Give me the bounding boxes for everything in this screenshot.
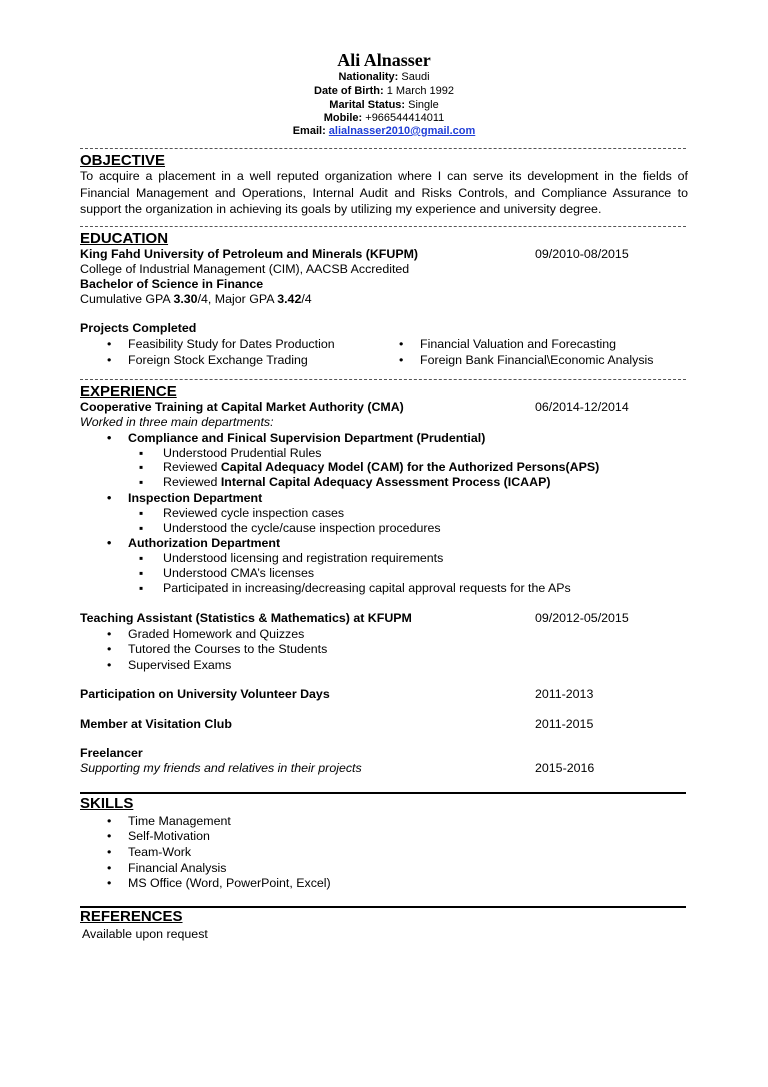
dept-subitem: ▪ Reviewed Capital Adequacy Model (CAM) for the Authorized Persons(APS) xyxy=(163,460,599,475)
college-name: College of Industrial Management (CIM), AACSB Accredited xyxy=(80,262,410,276)
divider xyxy=(80,792,686,794)
divider xyxy=(80,226,686,227)
dept-subitem: ▪ Reviewed cycle inspection cases xyxy=(163,506,344,521)
club-dates: 2011-2015 xyxy=(535,717,594,731)
freelancer-subtitle: Supporting my friends and relatives in their projects xyxy=(80,761,362,775)
divider xyxy=(80,379,686,380)
project-item: • Foreign Bank Financial\Economic Analysis xyxy=(420,353,653,368)
candidate-name: Ali Alnasser xyxy=(337,50,431,70)
university-name: King Fahd University of Petroleum and Minerals (KFUPM) xyxy=(80,247,419,261)
project-item: • Foreign Stock Exchange Trading xyxy=(128,353,308,368)
mobile-line: Mobile: +966544414011 xyxy=(323,112,445,124)
nationality-line: Nationality: Saudi xyxy=(338,71,430,83)
cma-dates: 06/2014-12/2014 xyxy=(535,400,629,414)
marital-line: Marital Status: Single xyxy=(329,99,439,111)
skill-item: • Time Management xyxy=(128,814,231,829)
dept-subitem: ▪ Participated in increasing/decreasing capital approval requests for the APs xyxy=(163,581,571,596)
ta-title: Teaching Assistant (Statistics & Mathematics) at KFUPM xyxy=(80,611,412,625)
dept-item: • Authorization Department xyxy=(128,536,280,551)
dept-subitem: ▪ Understood licensing and registration requirements xyxy=(163,551,443,566)
project-item: • Feasibility Study for Dates Production xyxy=(128,337,335,352)
experience-heading: EXPERIENCE xyxy=(80,383,177,400)
dept-item: • Compliance and Finical Supervision Department (Prudential) xyxy=(128,431,485,446)
ta-dates: 09/2012-05/2015 xyxy=(535,611,629,625)
skill-item: • Financial Analysis xyxy=(128,861,226,876)
dept-subitem: ▪ Understood Prudential Rules xyxy=(163,446,321,461)
project-item: • Financial Valuation and Forecasting xyxy=(420,337,616,352)
dept-subitem: ▪ Understood the cycle/cause inspection procedures xyxy=(163,521,441,536)
skill-item: • Self-Motivation xyxy=(128,829,210,844)
skills-heading: SKILLS xyxy=(80,795,134,812)
ta-item: • Graded Homework and Quizzes xyxy=(128,627,304,642)
volunteer-title: Participation on University Volunteer Days xyxy=(80,687,330,701)
references-text: Available upon request xyxy=(82,927,208,941)
objective-heading: OBJECTIVE xyxy=(80,152,166,169)
ta-item: • Supervised Exams xyxy=(128,658,231,673)
freelancer-title: Freelancer xyxy=(80,746,143,760)
volunteer-dates: 2011-2013 xyxy=(535,687,594,701)
education-heading: EDUCATION xyxy=(80,230,169,247)
club-title: Member at Visitation Club xyxy=(80,717,232,731)
email-line: Email: alialnasser2010@gmail.com xyxy=(292,125,476,137)
degree: Bachelor of Science in Finance xyxy=(80,277,264,291)
cma-title: Cooperative Training at Capital Market Authority (CMA) xyxy=(80,400,404,414)
objective-text: To acquire a placement in a well reputed organization where I can serve its development in the fields of Financial Management and Operations, Internal Audit and Risks Controls, and Compliance Assurance to support the organization in achieving its goals by utilizing my experience and university degree. xyxy=(80,169,688,216)
ta-item: • Tutored the Courses to the Students xyxy=(128,642,327,657)
projects-heading: Projects Completed xyxy=(80,321,197,335)
references-heading: REFERENCES xyxy=(80,908,183,925)
dept-subitem: ▪ Reviewed Internal Capital Adequacy Assessment Process (ICAAP) xyxy=(163,475,550,490)
dob-line: Date of Birth: 1 March 1992 xyxy=(314,85,454,97)
divider xyxy=(80,148,686,149)
education-dates: 09/2010-08/2015 xyxy=(535,247,629,261)
freelancer-dates: 2015-2016 xyxy=(535,761,595,775)
skill-item: • MS Office (Word, PowerPoint, Excel) xyxy=(128,876,331,891)
gpa-line: Cumulative GPA 3.30/4, Major GPA 3.42/4 xyxy=(80,292,312,306)
cma-subtitle: Worked in three main departments: xyxy=(80,415,274,429)
dept-item: • Inspection Department xyxy=(128,491,262,506)
dept-subitem: ▪ Understood CMA’s licenses xyxy=(163,566,314,581)
email-link[interactable]: alialnasser2010@gmail.com xyxy=(328,125,476,137)
skill-item: • Team-Work xyxy=(128,845,191,860)
